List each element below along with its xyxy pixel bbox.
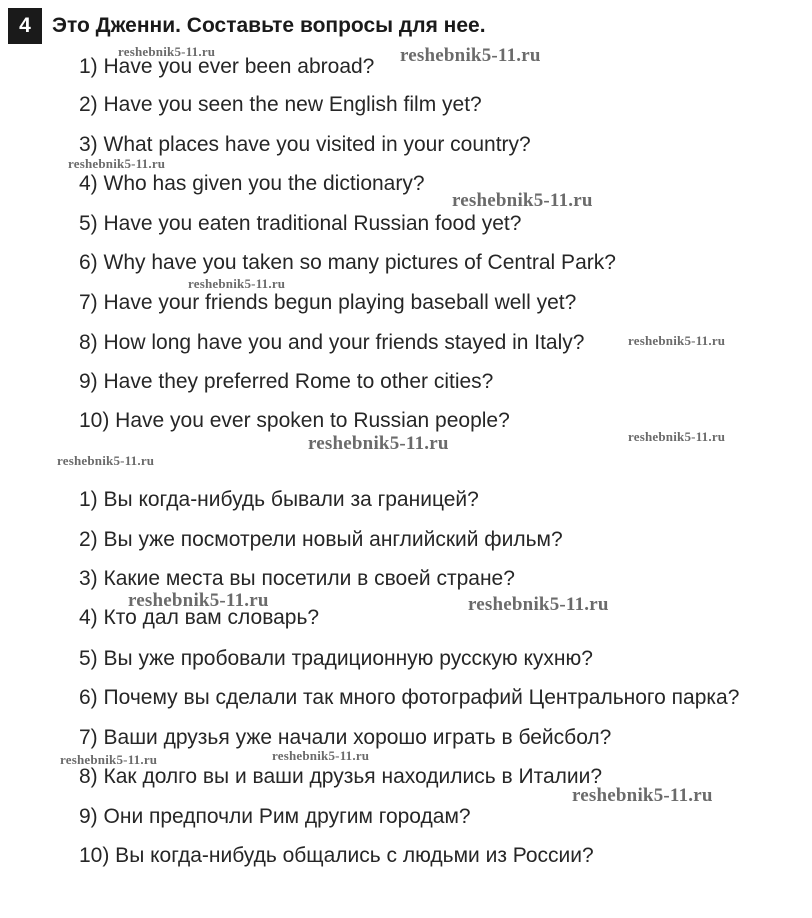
watermark: reshebnik5-11.ru [452, 190, 593, 211]
russian-question: 8) Как долго вы и ваши друзья находились в Италии? [79, 765, 603, 788]
english-question: 9) Have they preferred Rome to other cities? [79, 370, 494, 393]
english-question: 3) What places have you visited in your country? [79, 133, 531, 156]
russian-question: 6) Почему вы сделали так много фотографий Центрального парка? [79, 686, 740, 709]
watermark: reshebnik5-11.ru [628, 333, 726, 348]
watermark: reshebnik5-11.ru [60, 752, 158, 767]
watermark: reshebnik5-11.ru [308, 433, 449, 454]
exercise-title: Это Дженни. Составьте вопросы для нее. [52, 14, 486, 37]
watermark: reshebnik5-11.ru [272, 748, 370, 763]
russian-question: 5) Вы уже пробовали традиционную русскую кухню? [79, 647, 593, 670]
russian-question: 1) Вы когда-нибудь бывали за границей? [79, 488, 479, 511]
english-question: 5) Have you eaten traditional Russian food yet? [79, 212, 522, 235]
watermark: reshebnik5-11.ru [128, 590, 269, 611]
english-question: 10) Have you ever spoken to Russian people? [79, 409, 510, 432]
watermark: reshebnik5-11.ru [188, 276, 286, 291]
russian-question: 7) Ваши друзья уже начали хорошо играть в бейсбол? [79, 726, 612, 749]
exercise-number-badge: 4 [8, 8, 42, 44]
russian-question: 4) Кто дал вам словарь? [79, 606, 320, 629]
russian-question: 10) Вы когда-нибудь общались с людьми из России? [79, 844, 594, 867]
english-question: 2) Have you seen the new English film yet? [79, 93, 482, 116]
russian-question: 2) Вы уже посмотрели новый английский фильм? [79, 528, 563, 551]
watermark: reshebnik5-11.ru [57, 453, 155, 468]
russian-question: 9) Они предпочли Рим другим городам? [79, 805, 471, 828]
english-question: 1) Have you ever been abroad? [79, 55, 375, 78]
watermark: reshebnik5-11.ru [400, 45, 541, 66]
english-question: 7) Have your friends begun playing baseball well yet? [79, 291, 577, 314]
watermark: reshebnik5-11.ru [118, 44, 216, 59]
watermark: reshebnik5-11.ru [68, 156, 166, 171]
english-question: 4) Who has given you the dictionary? [79, 172, 425, 195]
watermark: reshebnik5-11.ru [628, 429, 726, 444]
watermark: reshebnik5-11.ru [468, 594, 609, 615]
russian-question: 3) Какие места вы посетили в своей стране? [79, 567, 515, 590]
english-question: 8) How long have you and your friends stayed in Italy? [79, 331, 585, 354]
watermark: reshebnik5-11.ru [572, 785, 713, 806]
exercise-header [8, 8, 486, 44]
english-question: 6) Why have you taken so many pictures of Central Park? [79, 251, 616, 274]
